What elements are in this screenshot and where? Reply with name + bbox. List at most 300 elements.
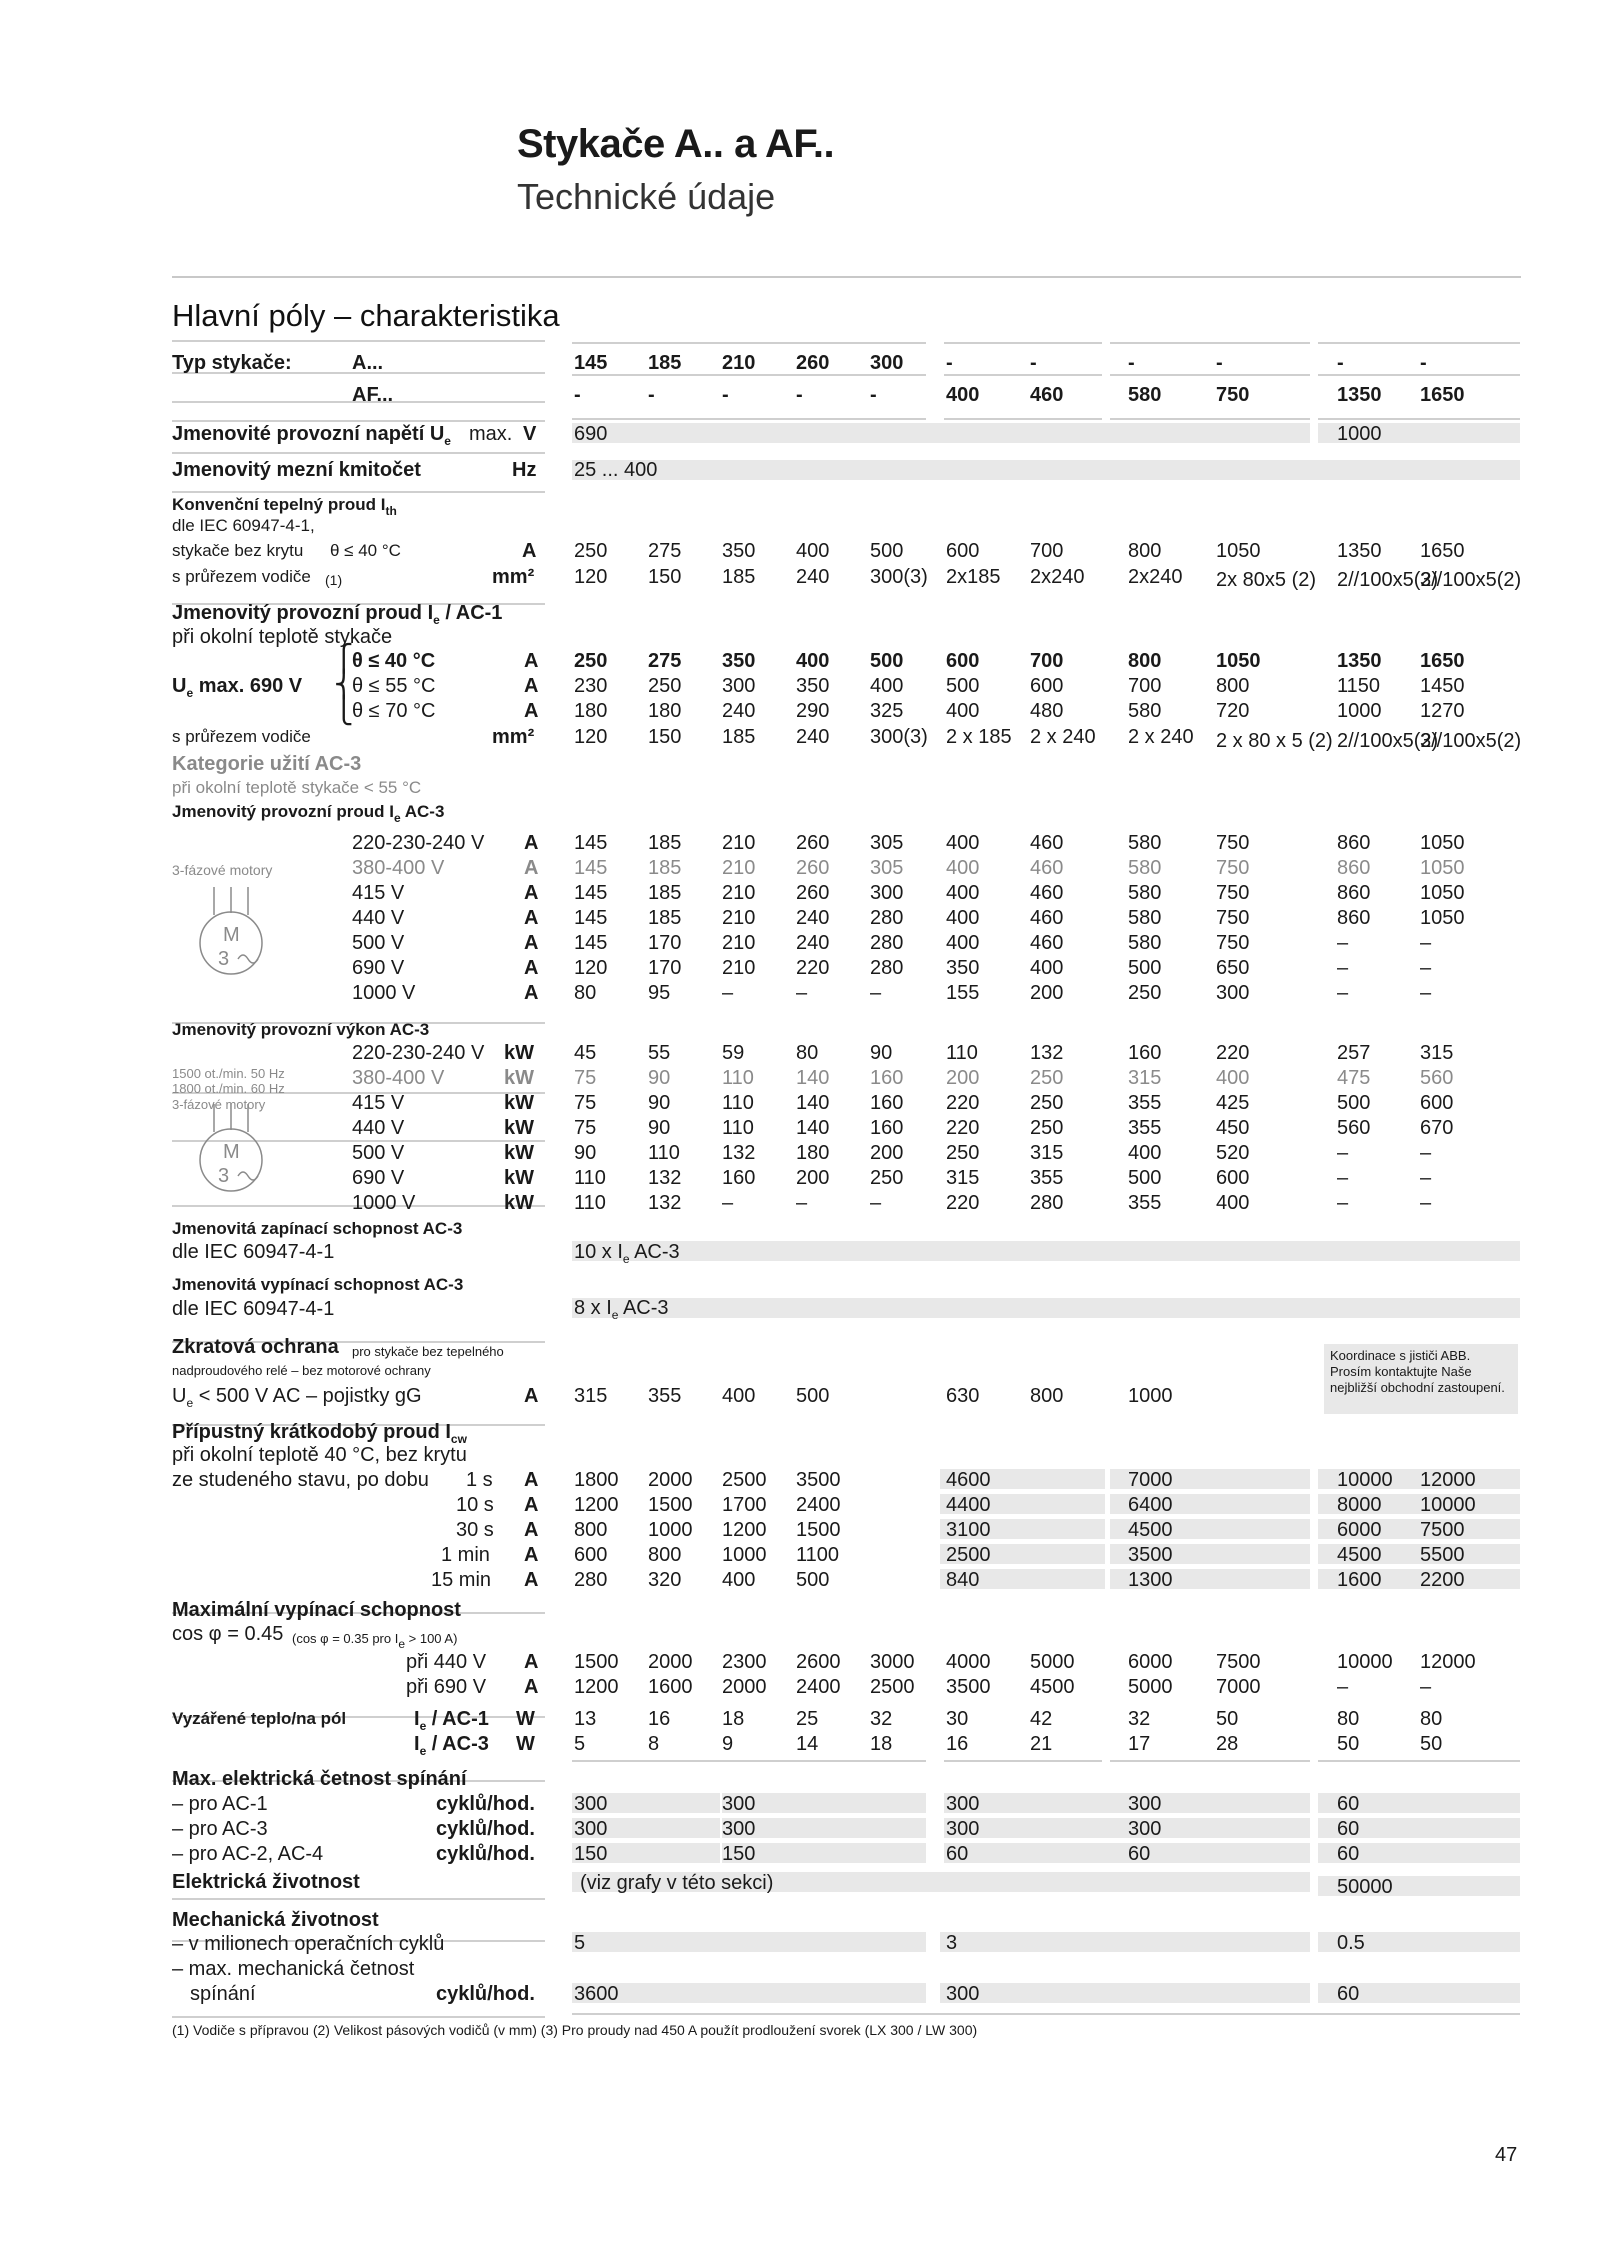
electrical-life-value2: 50000 <box>1337 1876 1393 1898</box>
row-shade <box>572 1297 1520 1322</box>
cos-phi-label: cos φ = 0.45 <box>172 1623 284 1645</box>
row-divider <box>944 374 1102 376</box>
ac3-power-cell: 355 <box>1128 1092 1162 1114</box>
unit: W <box>516 1708 535 1730</box>
ac3-current-cell: 400 <box>946 907 980 929</box>
icw-cell: 6000 <box>1337 1519 1382 1541</box>
ac3-power-cell: 200 <box>796 1167 830 1189</box>
type-af-cell: 460 <box>1030 384 1064 406</box>
ac3-current-cell: 185 <box>648 832 682 854</box>
unit: kW <box>504 1142 534 1164</box>
heat-ac1-cell: 32 <box>1128 1708 1151 1730</box>
heat-ac1-cell: 32 <box>870 1708 893 1730</box>
frequency-unit: Hz <box>512 459 537 481</box>
row-shade <box>572 460 1520 480</box>
mech-life-cell: 5 <box>574 1932 586 1954</box>
icw-cell: 840 <box>946 1569 980 1591</box>
ac3-power-cell: 220 <box>1216 1042 1250 1064</box>
ac3-current-cell: – <box>1337 982 1349 1004</box>
heat-ac3-cell: 14 <box>796 1733 819 1755</box>
max-breaking-440-cell: 5000 <box>1030 1651 1075 1673</box>
max-breaking-690-cell: 2000 <box>722 1676 767 1698</box>
cross-section-label: s průřezem vodiče <box>172 567 311 586</box>
icw-cell: 4500 <box>1128 1519 1173 1541</box>
unit: A <box>524 832 539 854</box>
ac3-power-cell: 315 <box>946 1167 980 1189</box>
row-shade <box>944 1818 1310 1838</box>
unit: A <box>524 675 539 697</box>
row-divider <box>572 1760 926 1762</box>
row-shade <box>944 1843 1310 1863</box>
unit: kW <box>504 1067 534 1089</box>
icw-cell: 2500 <box>722 1469 767 1491</box>
ac3-power-cell: 400 <box>1216 1192 1250 1214</box>
row-divider <box>944 418 1102 420</box>
icw-cell: 4600 <box>946 1469 991 1491</box>
switching-cell: 300 <box>574 1793 608 1815</box>
voltage-label: 500 V <box>352 932 405 954</box>
ac1-70-cell: 720 <box>1216 700 1250 722</box>
ac3-current-cell: 750 <box>1216 882 1250 904</box>
switching-cell: 300 <box>1128 1793 1162 1815</box>
ac3-power-cell: 315 <box>1420 1042 1454 1064</box>
ac3-power-cell: 355 <box>1128 1117 1162 1139</box>
ac1-cross-section-cell: 2 x 240 <box>1128 726 1194 748</box>
ac1-70-cell: 325 <box>870 700 904 722</box>
ac3-current-cell: – <box>1337 957 1349 979</box>
switching-cell: 300 <box>722 1818 756 1840</box>
ac3-current-cell: 80 <box>574 982 597 1004</box>
voltage-label: 1000 V <box>352 1192 416 1214</box>
ac3-current-cell: 210 <box>722 957 756 979</box>
unit: A <box>524 1519 539 1541</box>
thermal-current-cell: 350 <box>722 540 756 562</box>
row-shade <box>572 1241 1520 1261</box>
ac1-40-cell: 700 <box>1030 650 1064 672</box>
unit: A <box>524 1569 539 1591</box>
ac1-55-cell: 400 <box>870 675 904 697</box>
max-breaking-440-cell: 4000 <box>946 1651 991 1673</box>
cos-phi-note: (cos φ = 0.35 pro $I_e > 100$ A) <box>292 1631 458 1651</box>
frequency-label: Jmenovitý mezní kmitočet <box>172 459 421 481</box>
heat-ac3-cell: 8 <box>648 1733 660 1755</box>
icw-cell: 1100 <box>796 1544 840 1566</box>
heat-ac1-cell: 25 <box>796 1708 819 1730</box>
unit: cyklů/hod. <box>436 1793 535 1815</box>
ac1-t40: θ ≤ 40 °C <box>352 650 436 672</box>
ac1-ue-label: $U_e$ max. 690 V <box>172 675 303 700</box>
ac3-power-cell: 200 <box>946 1067 980 1089</box>
ac1-40-cell: 600 <box>946 650 980 672</box>
ac1-t55: θ ≤ 55 °C <box>352 675 436 697</box>
ac1-70-cell: 400 <box>946 700 980 722</box>
switching-cell: 300 <box>1128 1818 1162 1840</box>
ac1-brace: ⎨ <box>334 669 354 699</box>
switching-cell: 300 <box>946 1793 980 1815</box>
ac1-cross-section-cell: 2 x 240 <box>1030 726 1096 748</box>
fuse-cell: 500 <box>796 1385 830 1407</box>
ac3-current-cell: 210 <box>722 857 756 879</box>
ac3-power-cell: 90 <box>648 1092 671 1114</box>
type-a-cell: - <box>1216 352 1223 374</box>
thermal-current-std: dle IEC 60947-4-1, <box>172 516 315 535</box>
row-shade <box>940 1932 1310 1952</box>
rpm-50-label: 1500 ot./min. 50 Hz <box>172 1066 285 1081</box>
ac3-current-cell: 400 <box>1030 957 1064 979</box>
voltage-label: 380-400 V <box>352 857 445 879</box>
ac3-power-cell: 110 <box>574 1167 606 1189</box>
ac3-power-cell: 90 <box>648 1117 671 1139</box>
rated-voltage-value: 690 <box>574 423 608 445</box>
icw-cell: 280 <box>574 1569 608 1591</box>
ac3-current-cell: 580 <box>1128 932 1162 954</box>
icw-cell: 6400 <box>1128 1494 1173 1516</box>
label-divider <box>172 452 545 454</box>
ac3-power-cell: – <box>1420 1167 1432 1189</box>
ac1-55-cell: 1150 <box>1337 675 1381 697</box>
type-a-cell: - <box>1030 352 1037 374</box>
rpm-60-label: 1800 ot./min. 60 Hz <box>172 1081 285 1096</box>
subscript: e <box>433 613 440 627</box>
subscript: e <box>186 1396 194 1410</box>
heat-ac1-cell: 13 <box>574 1708 597 1730</box>
row-shade <box>572 1983 926 2003</box>
cross-section-unit: mm² <box>492 566 535 588</box>
row-divider <box>1110 418 1310 420</box>
ac3-current-cell: 145 <box>574 832 608 854</box>
rated-voltage-unit: V <box>523 423 537 445</box>
ac3-current-cell: 200 <box>1030 982 1064 1004</box>
ac3-current-cell: 185 <box>648 882 682 904</box>
ac3-power-cell: 90 <box>648 1067 671 1089</box>
ac1-70-cell: 180 <box>648 700 682 722</box>
ac3-power-cell: 560 <box>1420 1067 1454 1089</box>
voltage-label: 690 V <box>352 957 405 979</box>
ac1-40-cell: 275 <box>648 650 682 672</box>
switching-cell: 300 <box>574 1818 608 1840</box>
ac3-current-cell: 580 <box>1128 907 1162 929</box>
type-af-cell: - <box>574 384 581 406</box>
ac3-current-cell: 750 <box>1216 857 1250 879</box>
electrical-life-value: (viz grafy v této sekci) <box>580 1872 774 1894</box>
ac3-current-cell: 580 <box>1128 857 1162 879</box>
icw-cell: 7000 <box>1128 1469 1173 1491</box>
ac3-power-cell: 75 <box>574 1117 597 1139</box>
ac3-power-cell: 520 <box>1216 1142 1250 1164</box>
max-breaking-440-cell: 3000 <box>870 1651 915 1673</box>
heat-ac1-label: $I_e / AC-1$ <box>414 1708 489 1733</box>
ac1-cross-section-cell: 240 <box>796 726 830 748</box>
row-shade <box>944 1793 1310 1813</box>
ac3-current-cell: 240 <box>796 907 830 929</box>
row-divider <box>1110 374 1310 376</box>
ac3-power-cell: 180 <box>796 1142 830 1164</box>
ac3-power-cell: 355 <box>1030 1167 1064 1189</box>
max-breaking-440-cell: 6000 <box>1128 1651 1173 1673</box>
row-divider <box>1318 1760 1520 1762</box>
ac3-power-cell: 280 <box>1030 1192 1064 1214</box>
ac3-power-cell: – <box>1337 1142 1349 1164</box>
voltage-label: 380-400 V <box>352 1067 445 1089</box>
heat-ac3-cell: 16 <box>946 1733 969 1755</box>
ac1-cross-section-cell: 120 <box>574 726 608 748</box>
ac3-current-cell: 400 <box>946 882 980 904</box>
type-a-cell: 260 <box>796 352 830 374</box>
ac3-current-cell: 860 <box>1337 882 1371 904</box>
thermal-current-cell: 1050 <box>1216 540 1261 562</box>
subscript: e <box>186 686 194 700</box>
ac3-current-cell: 460 <box>1030 832 1064 854</box>
ac3-current-cell: 280 <box>870 957 904 979</box>
heat-ac3-cell: 28 <box>1216 1733 1239 1755</box>
voltage-label: 220-230-240 V <box>352 1042 485 1064</box>
heat-ac1-cell: 80 <box>1420 1708 1443 1730</box>
thermal-current-cell: 275 <box>648 540 682 562</box>
short-circuit-note: pro stykače bez tepelného <box>352 1344 504 1359</box>
ac3-power-cell: 132 <box>1030 1042 1064 1064</box>
unit: A <box>524 932 539 954</box>
unit: A <box>524 650 539 672</box>
svg-text:3: 3 <box>218 1165 230 1187</box>
type-a-cell: 300 <box>870 352 904 374</box>
svg-text:3: 3 <box>218 948 230 970</box>
cross-section-cell: 150 <box>648 566 682 588</box>
section-title: Hlavní póly – charakteristika <box>172 298 560 333</box>
ac1-40-cell: 400 <box>796 650 830 672</box>
ac3-current-cell: 145 <box>574 907 608 929</box>
ac3-power-cell: 90 <box>574 1142 597 1164</box>
ac3-power-cell: – <box>796 1192 808 1214</box>
unit: A <box>524 1469 539 1491</box>
thermal-current-cell: 400 <box>796 540 830 562</box>
ac1-ambient: při okolní teplotě stykače <box>172 626 393 648</box>
cross-section-cell: 2x240 <box>1128 566 1183 588</box>
ac3-current-cell: 1050 <box>1420 857 1465 879</box>
icw-cell: 4500 <box>1337 1544 1382 1566</box>
unit: A <box>524 1676 539 1698</box>
voltage-label: 220-230-240 V <box>352 832 485 854</box>
unit: A <box>524 1544 539 1566</box>
ac3-power-cell: 355 <box>1128 1192 1162 1214</box>
svg-text:M: M <box>223 1141 240 1163</box>
ac1-40-cell: 800 <box>1128 650 1162 672</box>
ac3-current-cell: 260 <box>796 832 830 854</box>
type-a-cell: - <box>1420 352 1427 374</box>
thermal-current-cell: 700 <box>1030 540 1064 562</box>
ac3-current-cell: 650 <box>1216 957 1250 979</box>
ac3-current-cell: 260 <box>796 857 830 879</box>
ac1-brace: ⎩ <box>334 695 354 725</box>
label-divider <box>172 340 545 342</box>
icw-cell: 1000 <box>648 1519 693 1541</box>
ac1-70-cell: 480 <box>1030 700 1064 722</box>
thermal-current-cell: 800 <box>1128 540 1162 562</box>
icw-cell: 600 <box>574 1544 608 1566</box>
thermal-current-cell: 1350 <box>1337 540 1382 562</box>
duration-label: 30 s <box>456 1519 494 1541</box>
unit: A <box>524 982 539 1004</box>
subscript: e <box>622 1252 630 1266</box>
max-breaking-440-cell: 2000 <box>648 1651 693 1673</box>
ac3-current-cell: 860 <box>1337 832 1371 854</box>
switching-cell: 300 <box>946 1818 980 1840</box>
thermal-current-cell: 500 <box>870 540 904 562</box>
icw-cell: 7500 <box>1420 1519 1465 1541</box>
ac3-current-cell: 120 <box>574 957 608 979</box>
ac1-55-cell: 1450 <box>1420 675 1465 697</box>
subscript: e <box>419 1744 427 1758</box>
ac3-current-cell: 400 <box>946 857 980 879</box>
thermal-current-cell: 1650 <box>1420 540 1465 562</box>
subscript: cw <box>450 1432 467 1446</box>
thermal-current-temp: θ ≤ 40 °C <box>330 541 401 560</box>
ac3-power-cell: 55 <box>648 1042 671 1064</box>
ac3-current-cell: 210 <box>722 832 756 854</box>
ac3-power-cell: 110 <box>722 1092 754 1114</box>
heat-ac1-cell: 80 <box>1337 1708 1360 1730</box>
ac3-power-cell: 450 <box>1216 1117 1250 1139</box>
max-breaking-690-cell: 1600 <box>648 1676 693 1698</box>
cross-section-cell: 240 <box>796 566 830 588</box>
max-breaking-440-cell: 2300 <box>722 1651 767 1673</box>
unit: A <box>524 1651 539 1673</box>
ac3-current-cell: 250 <box>1128 982 1162 1004</box>
ac3-current-cell: 155 <box>946 982 980 1004</box>
ac3-power-cell: 140 <box>796 1117 830 1139</box>
ac3-power-cell: 140 <box>796 1067 830 1089</box>
ac3-current-cell: 240 <box>796 932 830 954</box>
ac3-power-cell: 475 <box>1337 1067 1371 1089</box>
fuse-cell: 400 <box>722 1385 756 1407</box>
ac3-current-cell: 170 <box>648 932 682 954</box>
ac3-power-cell: 132 <box>648 1192 682 1214</box>
thermal-current-label: Konvenční tepelný proud $I_{th}$ <box>172 495 397 518</box>
ac3-power-cell: 250 <box>1030 1092 1064 1114</box>
icw-cell: 3100 <box>946 1519 991 1541</box>
voltage-label: 415 V <box>352 1092 405 1114</box>
heat-ac3-cell: 18 <box>870 1733 893 1755</box>
mechanical-life-switching: spínání <box>190 1983 256 2005</box>
ac3-power-cell: 250 <box>946 1142 980 1164</box>
icw-cell: 10000 <box>1337 1469 1393 1491</box>
icw-cell: 1600 <box>1337 1569 1382 1591</box>
ac1-cross-section-cell: 185 <box>722 726 756 748</box>
fuse-label: $U_e < 500$ V AC – pojistky gG <box>172 1385 422 1410</box>
icw-cell: 10000 <box>1420 1494 1476 1516</box>
ac3-current-cell: 260 <box>796 882 830 904</box>
ac1-55-cell: 250 <box>648 675 682 697</box>
ac3-power-cell: 45 <box>574 1042 597 1064</box>
short-circuit-label: Zkratová ochrana <box>172 1336 339 1358</box>
mechanical-life-freq: – max. mechanická četnost <box>172 1958 415 1980</box>
ac3-power-cell: 315 <box>1030 1142 1064 1164</box>
ac3-power-cell: 560 <box>1337 1117 1371 1139</box>
ac3-power-label: Jmenovitý provozní výkon AC-3 <box>172 1020 430 1039</box>
heat-ac1-cell: 18 <box>722 1708 745 1730</box>
switching-cell: 60 <box>1337 1793 1360 1815</box>
ac3-current-label: Jmenovitý provozní proud $I_e$ AC-3 <box>172 802 445 825</box>
ac3-power-cell: 110 <box>722 1067 754 1089</box>
ac3-power-cell: 220 <box>946 1192 980 1214</box>
breaking-std: dle IEC 60947-4-1 <box>172 1298 335 1320</box>
thermal-current-cond: stykače bez krytu <box>172 541 304 560</box>
subscript: e <box>393 811 401 825</box>
icw-cell: 3500 <box>1128 1544 1173 1566</box>
footnote: (1) Vodiče s přípravou (2) Velikost pásových vodičů (v mm) (3) Pro proudy nad 450 A použít prodloužení svorek (LX 300 / LW 300) <box>172 2022 978 2038</box>
ac3-power-cell: 80 <box>796 1042 819 1064</box>
ac3-current-cell: 1050 <box>1420 882 1465 904</box>
icw-cell: 2500 <box>946 1544 991 1566</box>
ac1-cross-section-cell: 150 <box>648 726 682 748</box>
max-breaking-690-cell: 1200 <box>574 1676 619 1698</box>
heat-ac1-cell: 42 <box>1030 1708 1053 1730</box>
icw-cell: 2200 <box>1420 1569 1465 1591</box>
ac3-power-cell: 110 <box>722 1117 754 1139</box>
ac1-70-cell: 180 <box>574 700 608 722</box>
row-divider <box>944 342 1102 344</box>
breaking-label: Jmenovitá vypínací schopnost AC-3 <box>172 1275 464 1294</box>
ac3-power-cell: 160 <box>870 1117 904 1139</box>
making-std: dle IEC 60947-4-1 <box>172 1241 335 1263</box>
duration-label: 1 s <box>466 1469 493 1491</box>
icw-cell: 4400 <box>946 1494 991 1516</box>
ac3-current-cell: 305 <box>870 832 904 854</box>
ac3-current-cell: 280 <box>870 907 904 929</box>
duration-label: 15 min <box>431 1569 492 1591</box>
ac3-current-cell: 400 <box>946 932 980 954</box>
unit: A <box>524 957 539 979</box>
max-breaking-690-cell: 5000 <box>1128 1676 1173 1698</box>
ac3-current-cell: – <box>870 982 882 1004</box>
ac1-40-cell: 1050 <box>1216 650 1261 672</box>
ac3-power-cell: – <box>1337 1167 1349 1189</box>
unit: cyklů/hod. <box>436 1843 535 1865</box>
ac3-power-cell: – <box>870 1192 882 1214</box>
row-divider <box>1318 342 1520 344</box>
ac3-current-cell: – <box>1337 932 1349 954</box>
switching-cell: 60 <box>1337 1818 1360 1840</box>
ac3-power-cell: 110 <box>648 1142 680 1164</box>
icw-cell: 500 <box>796 1569 830 1591</box>
heat-ac1-cell: 50 <box>1216 1708 1239 1730</box>
cross-section-cell: 2x240 <box>1030 566 1085 588</box>
heat-ac1-cell: 16 <box>648 1708 671 1730</box>
ac1-t70: θ ≤ 70 °C <box>352 700 436 722</box>
series-a-label: A... <box>352 352 384 374</box>
making-value: 10 x $I_e$ AC-3 <box>574 1241 680 1266</box>
ac3-power-cell: 250 <box>870 1167 904 1189</box>
ac3-power-cell: 75 <box>574 1092 597 1114</box>
voltage-label: 1000 V <box>352 982 416 1004</box>
heat-ac3-cell: 17 <box>1128 1733 1151 1755</box>
cross-section-cell: 3//100x5(2) <box>1420 569 1522 591</box>
motor-symbol-icon <box>192 885 270 989</box>
breaking-value: 8 x $I_e$ AC-3 <box>574 1297 669 1322</box>
ac3-current-cell: 300 <box>870 882 904 904</box>
subscript: e <box>398 1637 406 1651</box>
unit: A <box>524 882 539 904</box>
ac3-power-cell: 500 <box>1128 1167 1162 1189</box>
ac3-current-cell: – <box>1420 957 1432 979</box>
ac1-55-cell: 800 <box>1216 675 1250 697</box>
ac3-power-cell: 140 <box>796 1092 830 1114</box>
ac3-current-cell: 145 <box>574 932 608 954</box>
type-a-cell: - <box>1128 352 1135 374</box>
series-af-label: AF... <box>352 384 394 406</box>
subscript: e <box>419 1719 427 1733</box>
heat-ac3-label: $I_e / AC-3$ <box>414 1733 489 1758</box>
max-breaking-label: Maximální vypínací schopnost <box>172 1599 461 1621</box>
